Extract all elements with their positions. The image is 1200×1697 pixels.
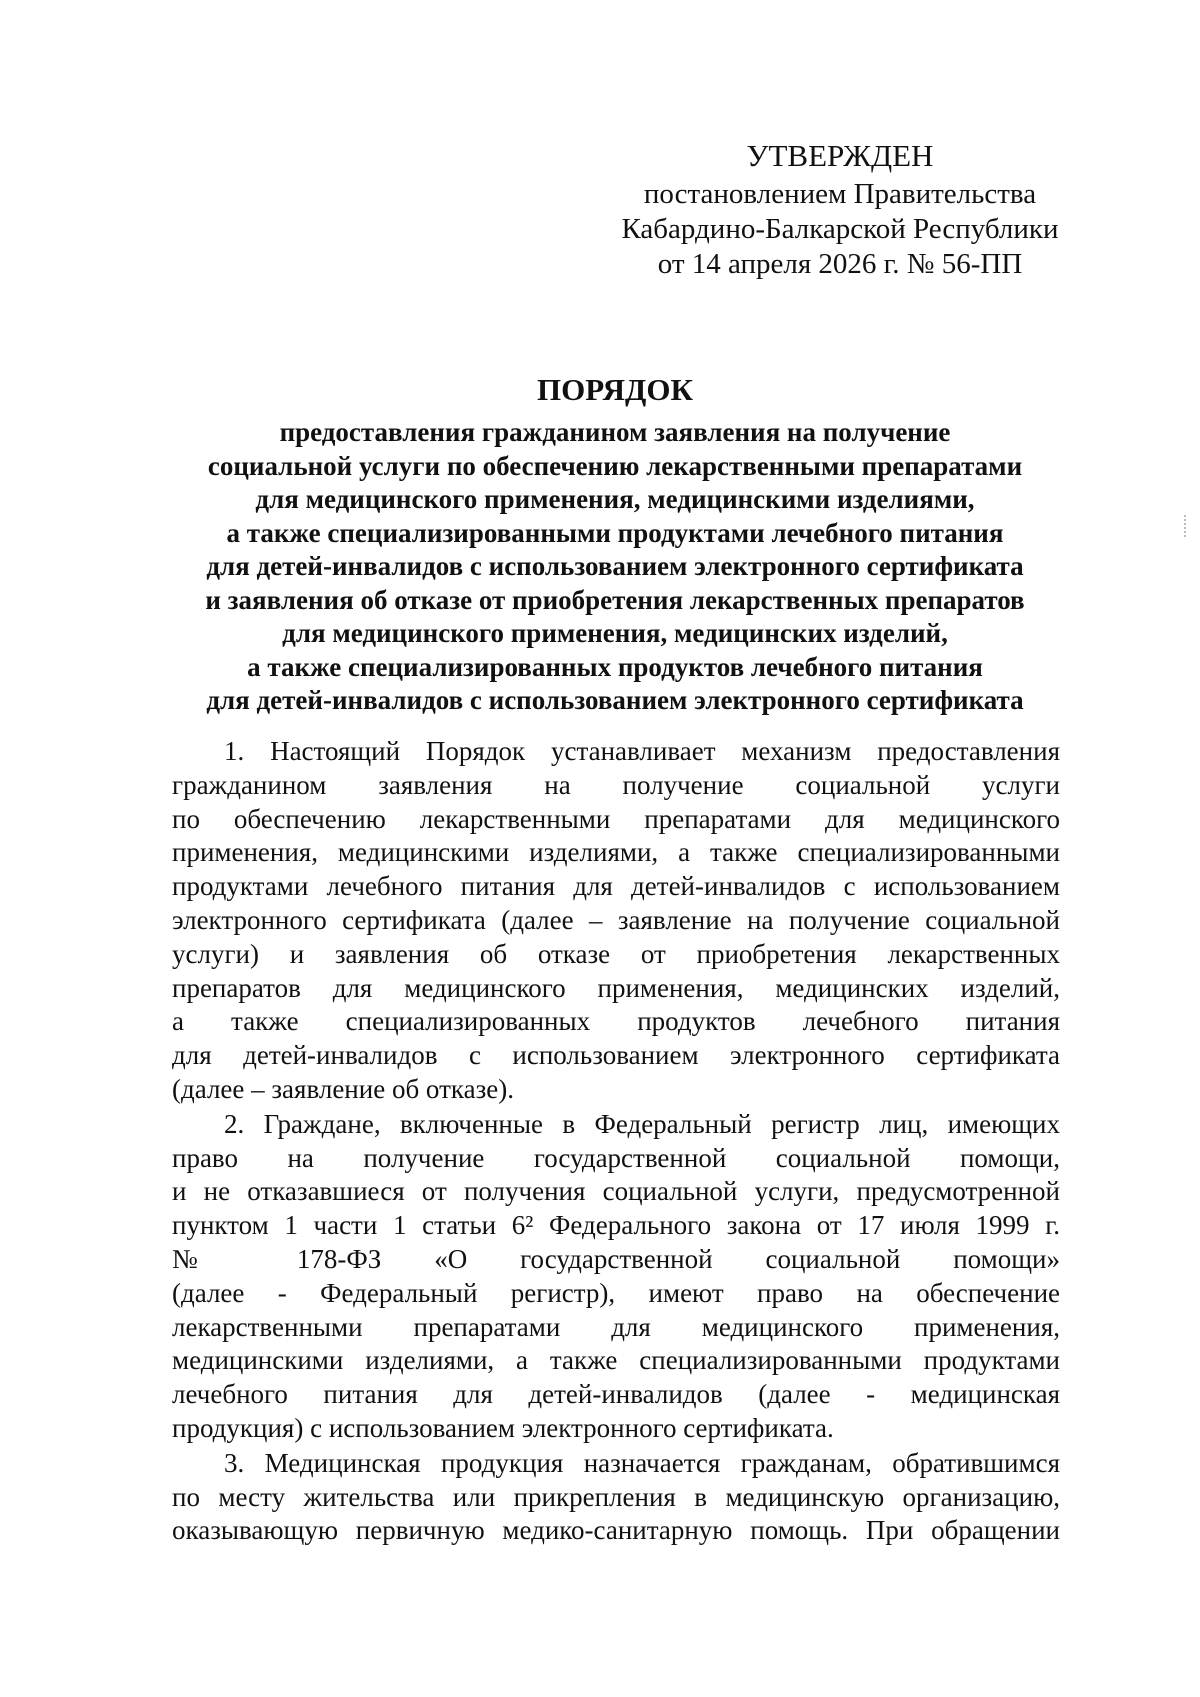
paragraph-2 [172, 1108, 1060, 1446]
document-title-block [170, 370, 1060, 718]
paragraph-line: применения, медицинскими изделиями, а также специализированными [172, 837, 1060, 868]
paragraph-line: медицинскими изделиями, а также специализированными продуктами [172, 1345, 1060, 1376]
paragraph-line: гражданином заявления на получение социальной услуги [172, 769, 1060, 800]
paragraph-line: лекарственными препаратами для медицинского применения, [172, 1311, 1060, 1342]
subtitle-line: для детей-инвалидов с использованием электронного сертификата [206, 551, 1024, 581]
subtitle-line: социальной услуги по обеспечению лекарственными препаратами [207, 450, 1023, 481]
paragraph-line: 2. Граждане, включенные в Федеральный регистр лиц, имеющих [224, 1108, 1060, 1139]
paragraph-line: № 178-ФЗ «О государственной социальной помощи» [172, 1243, 1060, 1274]
subtitle-line: предоставления гражданином заявления на получение [279, 417, 951, 447]
paragraph-3 [172, 1447, 1060, 1548]
paragraph-line: по обеспечению лекарственными препаратами для медицинского [172, 803, 1060, 834]
paragraph-line: пунктом 1 части 1 статьи 6² Федерального закона от 17 июля 1999 г. [172, 1210, 1060, 1241]
paragraph-line: (далее – заявление об отказе). [172, 1073, 514, 1104]
paragraph-line: оказывающую первичную медико-санитарную помощь. При обращении [172, 1515, 1060, 1546]
approval-government-line: Кабардино-Балкарской Республики [621, 213, 1059, 245]
subtitle-line: а также специализированными продуктами лечебного питания [226, 517, 1004, 548]
subtitle-line: для медицинского применения, медицинскими изделиями, [255, 484, 975, 514]
paragraph-1 [172, 735, 1060, 1107]
subtitle-line: и заявления об отказе от приобретения лекарственных препаратов [205, 584, 1025, 615]
paragraph-line: 1. Настоящий Порядок устанавливает механизм предоставления [224, 736, 1060, 766]
paragraph-line: а также специализированных продуктов лечебного питания [172, 1006, 1060, 1037]
paragraph-line: для детей-инвалидов с использованием электронного сертификата [172, 1040, 1060, 1071]
paragraph-line: продуктами лечебного питания для детей-инвалидов с использованием [172, 871, 1060, 902]
approved-heading: УТВЕРЖДЕН [746, 138, 934, 173]
paragraph-line: препаратов для медицинского применения, медицинских изделий, [172, 972, 1060, 1003]
paragraph-line: право на получение государственной социальной помощи, [172, 1142, 1060, 1173]
paragraph-line: 3. Медицинская продукция назначается гражданам, обратившимся [224, 1447, 1060, 1478]
subtitle-line: а также специализированных продуктов лечебного питания [247, 651, 983, 682]
approval-decree-line: постановлением Правительства [643, 178, 1037, 210]
paragraph-line: и не отказавшиеся от получения социальной услуги, предусмотренной [172, 1176, 1060, 1207]
paragraph-line: услуги) и заявления об отказе от приобретения лекарственных [172, 938, 1060, 969]
paragraph-line: (далее - Федеральный регистр), имеют право на обеспечение [172, 1277, 1060, 1308]
approval-stamp-block [600, 138, 1080, 282]
subtitle-line: для медицинского применения, медицинских изделий, [282, 618, 948, 648]
document-body [172, 735, 1060, 1548]
scan-margin-mark [1184, 515, 1188, 537]
paragraph-line: лечебного питания для детей-инвалидов (далее - медицинская [172, 1379, 1060, 1410]
subtitle-line: для детей-инвалидов с использованием электронного сертификата [206, 685, 1024, 715]
paragraph-line: продукция) с использованием электронного сертификата. [172, 1412, 834, 1443]
paragraph-line: по месту жительства или прикрепления в медицинскую организацию, [172, 1481, 1060, 1512]
paragraph-line: электронного сертификата (далее – заявление на получение социальной [172, 904, 1060, 935]
document-title: ПОРЯДОК [537, 372, 693, 407]
approval-date-number-line: от 14 апреля 2026 г. № 56-ПП [657, 248, 1023, 280]
